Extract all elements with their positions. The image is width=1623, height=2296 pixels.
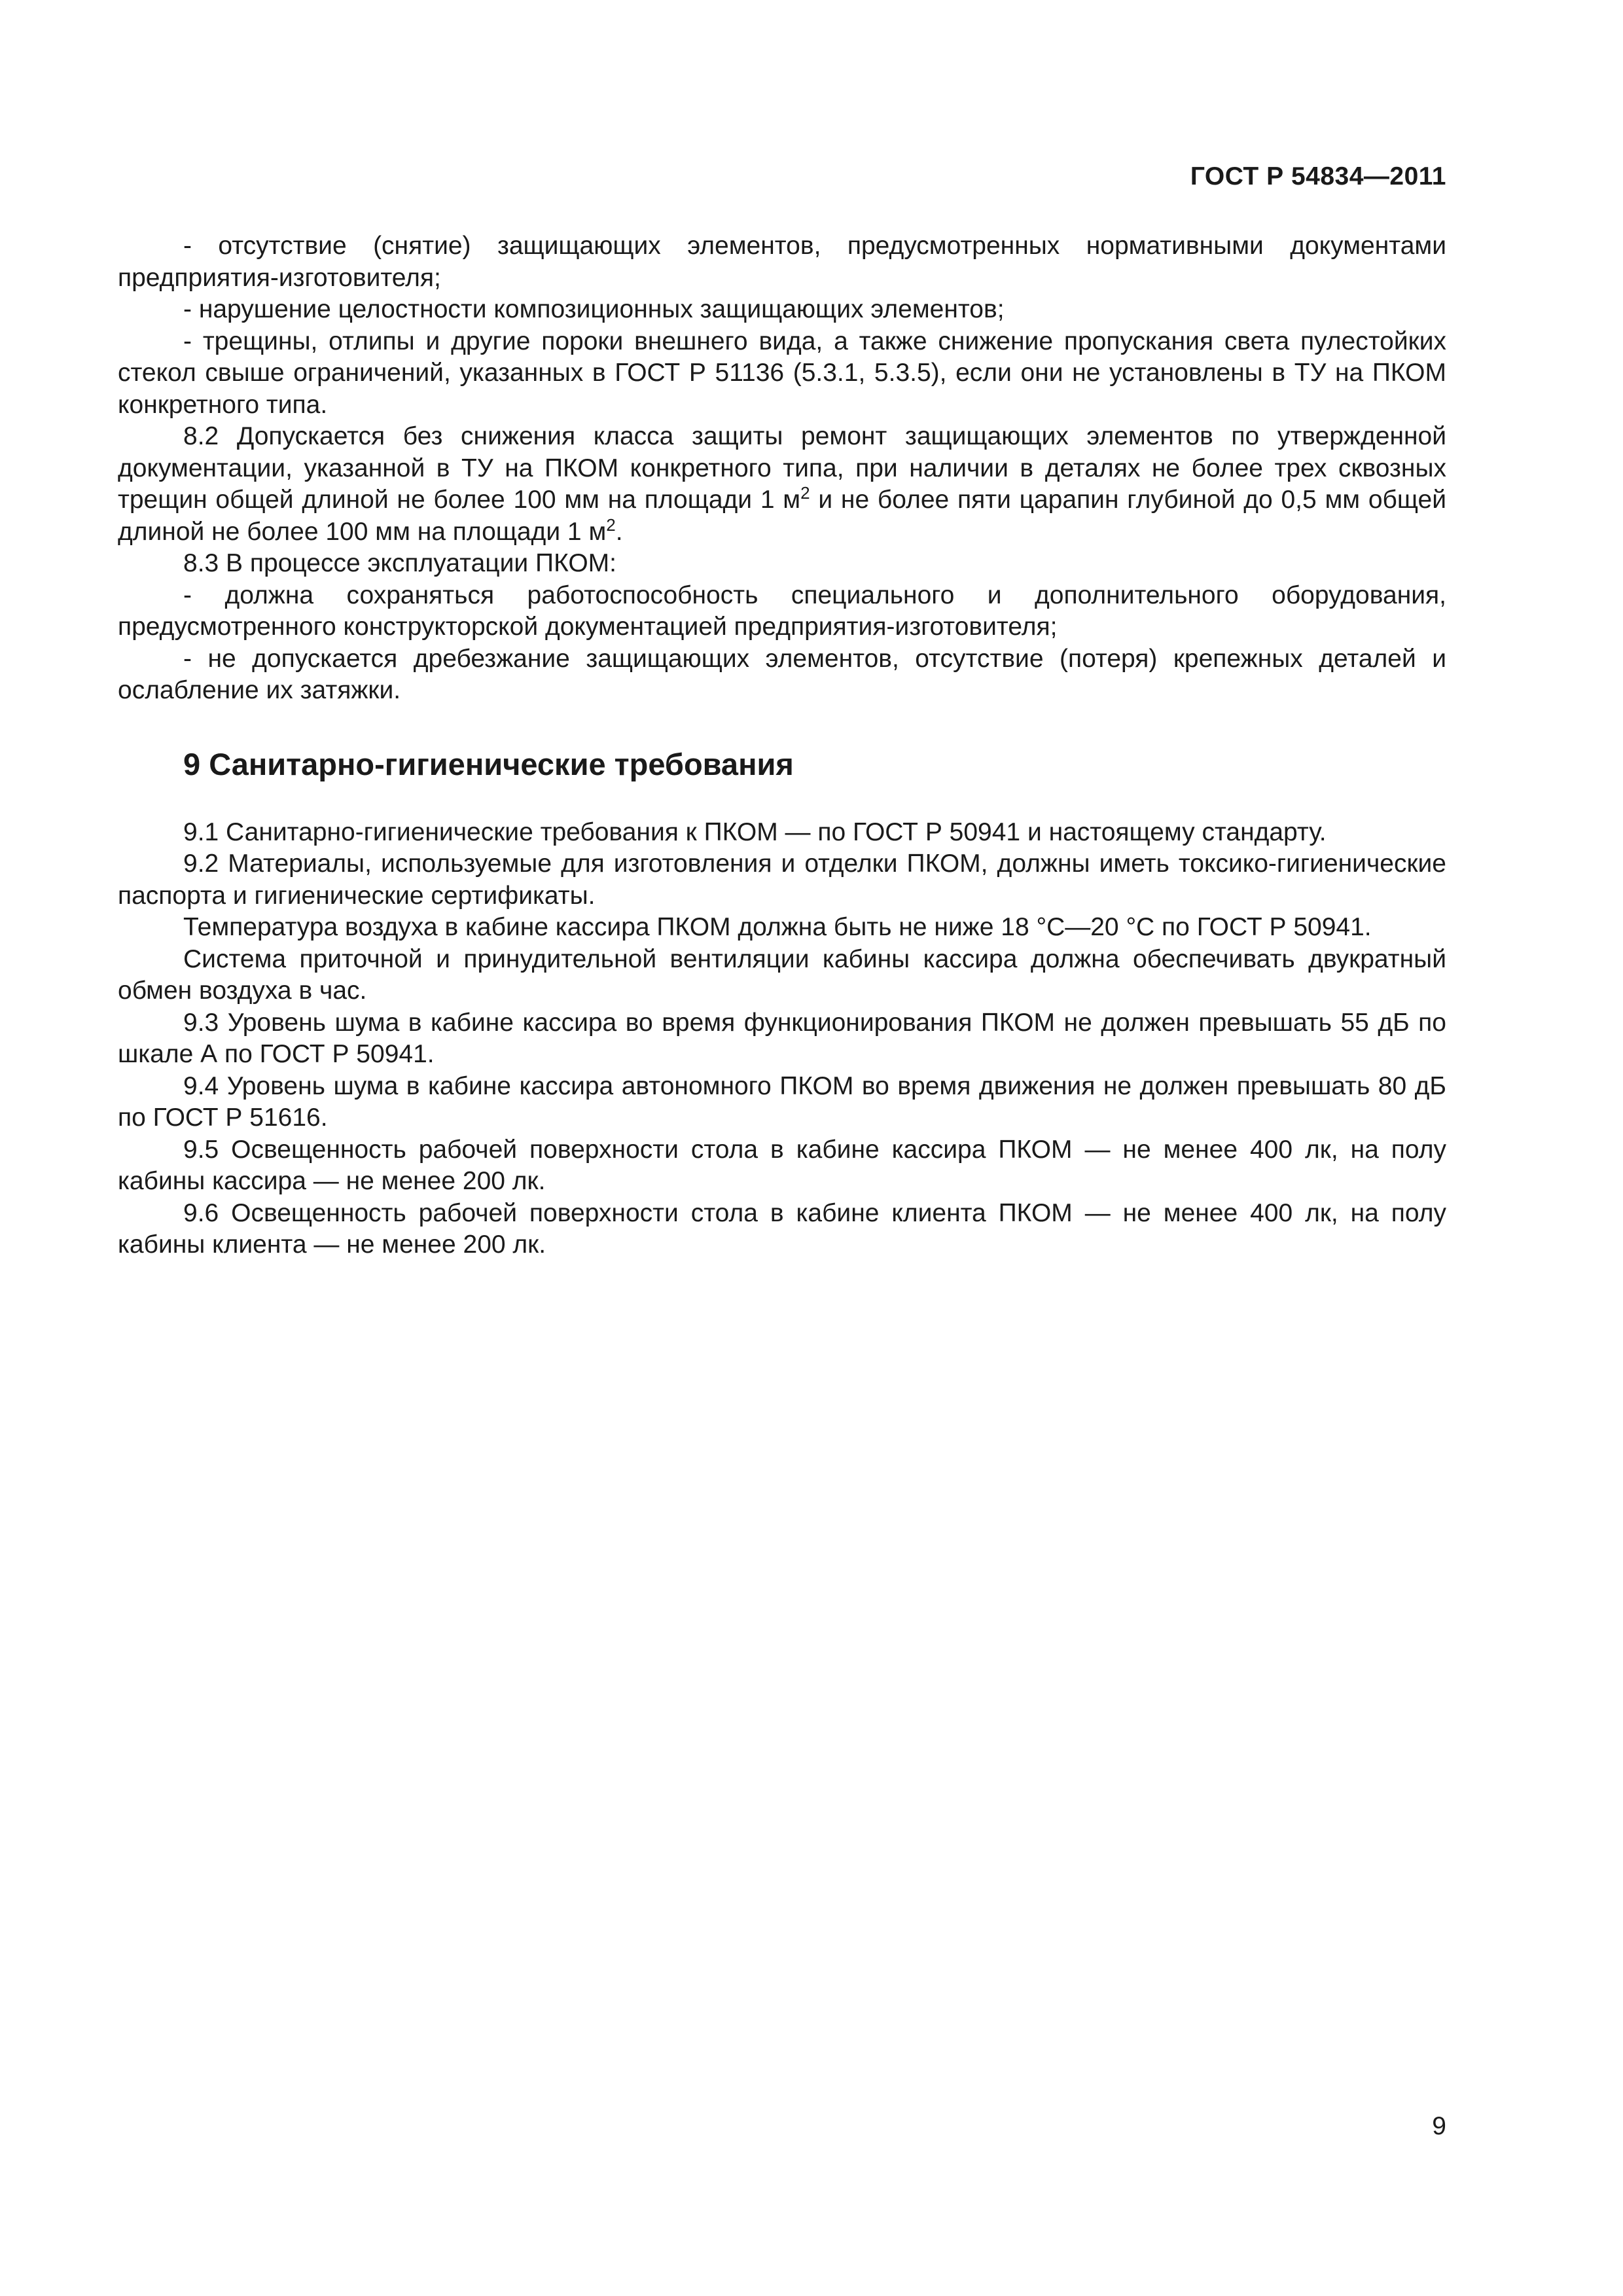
document-body	[118, 230, 1446, 1261]
paragraph-8-3-item-rattle: - не допускается дребезжание защищающих элементов, отсутствие (потеря) крепежных деталей и ослабление их затяжки.	[118, 644, 1446, 704]
paragraph-8-2-part-a: 8.2 Допускается без снижения класса защиты ремонт защищающих элементов по утвержденной документации, указанной в ТУ на ПКОМ конкретного типа, при наличии в деталях не более трех сквозных трещин общей длиной не более 100 мм на площади 1 м	[118, 422, 1446, 514]
paragraph-9-6: 9.6 Освещенность рабочей поверхности стола в кабине клиента ПКОМ — не менее 400 лк, на полу кабины клиента — не менее 200 лк.	[118, 1198, 1446, 1259]
paragraph-9-1: 9.1 Санитарно-гигиенические требования к ПКОМ — по ГОСТ Р 50941 и настоящему стандарту.	[183, 817, 1327, 846]
superscript-2: 2	[606, 514, 616, 535]
paragraph-8-2	[118, 421, 1446, 548]
section-9-title: 9 Санитарно-гигиенические требования	[183, 746, 794, 781]
paragraph-9-3: 9.3 Уровень шума в кабине кассира во время функционирования ПКОМ не должен превышать 55 дБ по шкале А по ГОСТ Р 50941.	[118, 1008, 1446, 1068]
superscript-2: 2	[800, 483, 810, 503]
paragraph-9-2-temperature: Температура воздуха в кабине кассира ПКОМ должна быть не ниже 18 °С—20 °С по ГОСТ Р 50941.	[183, 913, 1372, 941]
paragraph-8-2-part-b: и не более пяти царапин глубиной до 0,5 мм общей длиной не более 100 мм на площади 1 м	[118, 486, 1447, 546]
document-header-id: ГОСТ Р 54834—2011	[1190, 162, 1446, 190]
paragraph-8-2-part-c: .	[615, 517, 623, 546]
paragraph-8-3-item-equipment: - должна сохраняться работоспособность специального и дополнительного оборудования, предусмотренного конструкторской документацией предприятия-изготовителя;	[118, 581, 1446, 641]
paragraph-8-1-item-cracks: - трещины, отлипы и другие пороки внешнего вида, а также снижение пропускания света пулестойких стекол свыше ограничений, указанных в ГОСТ Р 51136 (5.3.1, 5.3.5), если они не установлены в ТУ на ПКОМ конкретного типа.	[118, 327, 1446, 419]
paragraph-9-2: 9.2 Материалы, используемые для изготовления и отделки ПКОМ, должны иметь токсико-гигиенические паспорта и гигиенические сертификаты.	[118, 850, 1446, 910]
paragraph-8-1-item-composite-integrity: - нарушение целостности композиционных защищающих элементов;	[183, 295, 1005, 323]
paragraph-8-3: 8.3 В процессе эксплуатации ПКОМ:	[183, 549, 617, 577]
paragraph-9-4: 9.4 Уровень шума в кабине кассира автономного ПКОМ во время движения не должен превышать 80 дБ по ГОСТ Р 51616.	[118, 1071, 1446, 1132]
paragraph-9-5: 9.5 Освещенность рабочей поверхности стола в кабине кассира ПКОМ — не менее 400 лк, на полу кабины кассира — не менее 200 лк.	[118, 1135, 1446, 1195]
paragraph-9-2-ventilation: Система приточной и принудительной вентиляции кабины кассира должна обеспечивать двукратный обмен воздуха в час.	[118, 944, 1446, 1005]
page-number: 9	[1432, 2112, 1446, 2140]
paragraph-8-1-item-missing-elements: - отсутствие (снятие) защищающих элементов, предусмотренных нормативными документами предприятия-изготовителя;	[118, 232, 1446, 292]
